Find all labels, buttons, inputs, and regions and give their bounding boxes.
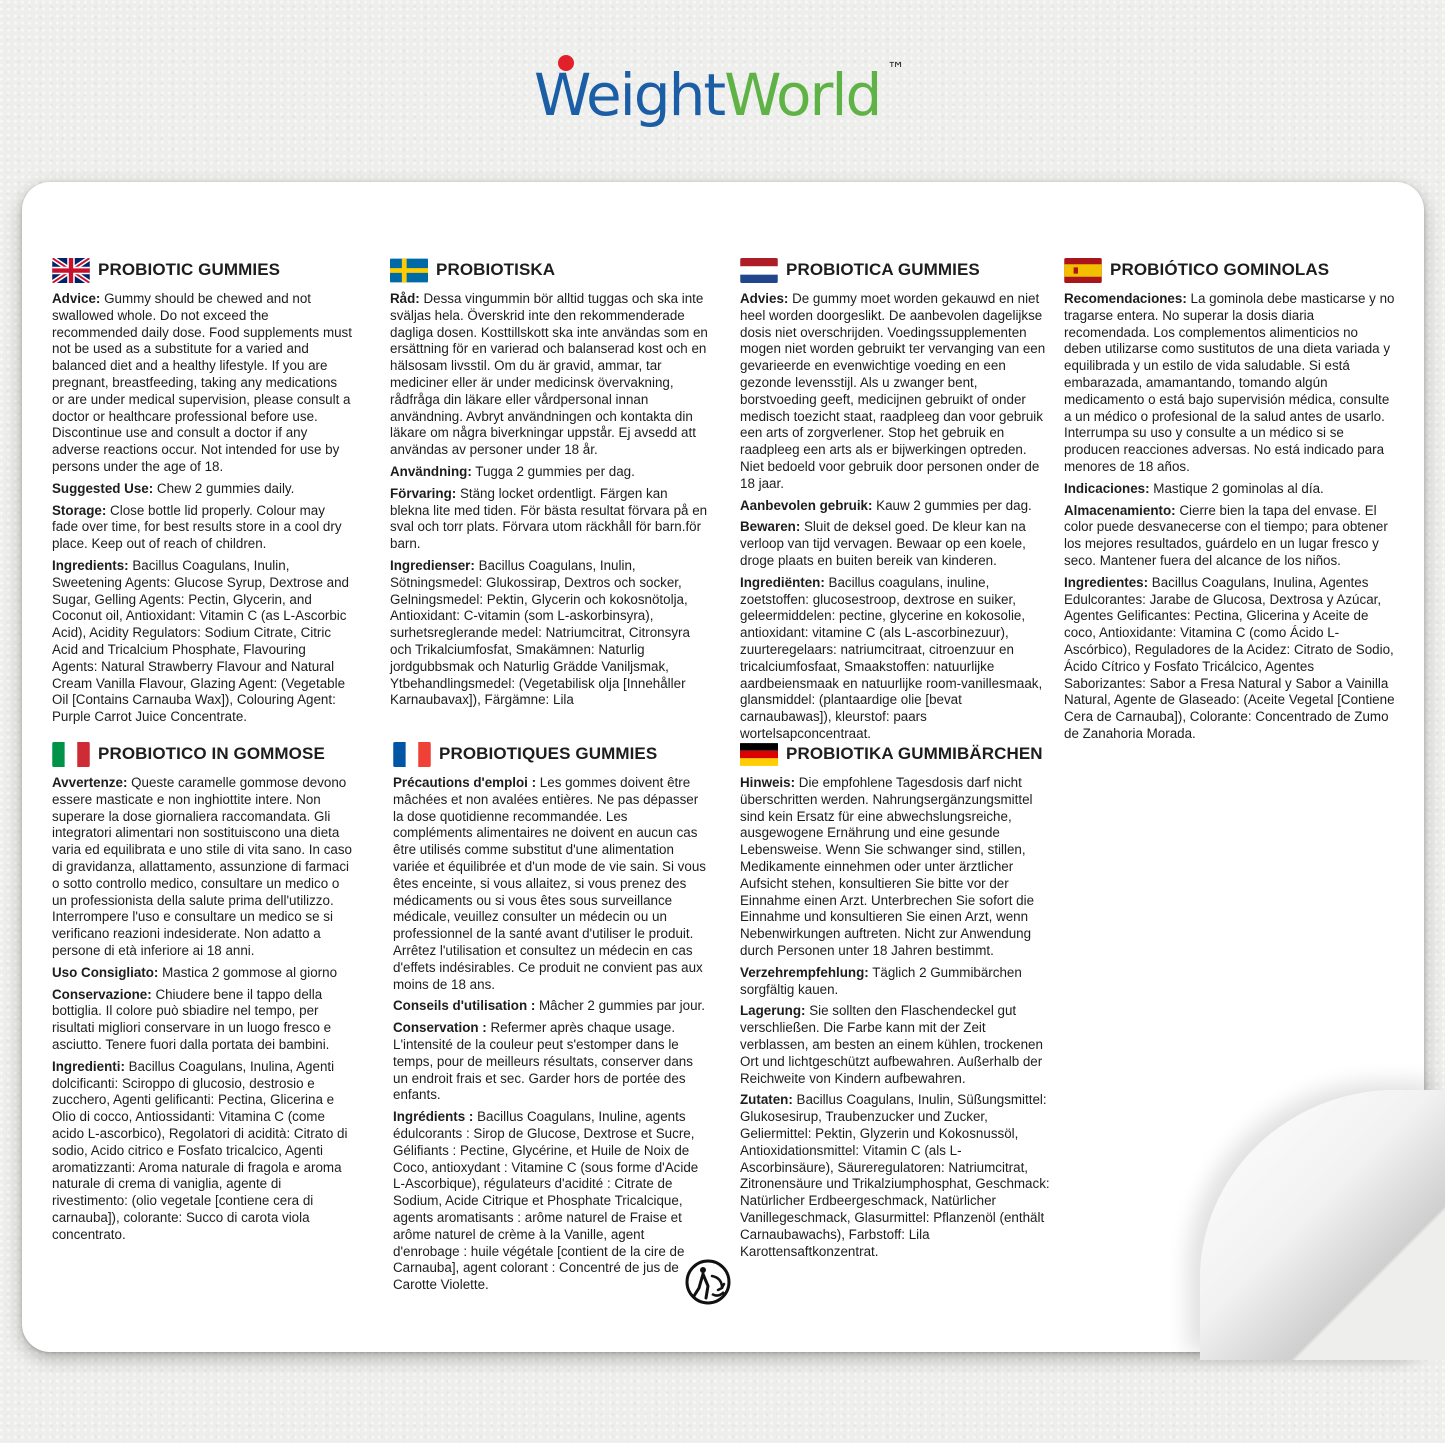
ingredients-paragraph: Ingrédients : Bacillus Coagulans, Inuline, agents édulcorants : Sirop de Glucose, Dextrose et Sucre, Gélifiants : Pectine, Glycérine, et Huile de Noix de Coco, antioxydant : Vitamine C (sous forme d'Acide L-Ascorbique), régulateurs d'acidité : Citrate de Sodium, Acide Citrique et Phosphate Tricalcique, agents aromatisants : arôme naturel de Fraise et arôme naturel de crème à la Vanille, agent d'enrobage : huile végétale [contient de la cire de Carnauba], agent colorant : Concentré de jus de Carotte Violette. <box>393 1109 699 1293</box>
suggested-use-paragraph: Verzehrempfehlung: Täglich 2 Gummibärchen sorgfältig kauen. <box>740 964 1022 997</box>
advice-paragraph: Hinweis: Die empfohlene Tagesdosis darf nicht überschritten werden. Nahrungsergänzungsmittel sind kein Ersatz für eine abwechslungsreiche, ausgewogene Ernährung und eine gesunde Lebensweise. Wenn Sie schwanger sind, stillen, Medikamente einnehmen oder unter ärztlicher Aufsicht stehen, konsultieren Sie bitte vor der Einnahme einen Arzt. Unterbrechen Sie sofort die Einnahme und konsultieren Sie einen Arzt, wenn Nebenwirkungen auftreten. Nicht zur Anwendung durch Personen unter 18 Jahren bestimmt. <box>740 775 1035 958</box>
logo-world-text: World <box>724 61 881 129</box>
logo-weight-text: Weight <box>534 61 725 129</box>
ingredients-paragraph: Ingredienti: Bacillus Coagulans, Inulina, Agenti dolcificanti: Sciroppo di glucosio, destrosio e zucchero, Agenti gelificanti: Pectina, Glicerina e Olio di cocco, Antiossidanti: Vitamina C (come acido L-ascorbico), Regolatori di acidità: Citrato di sodio, Acido citrico e Fosfato tricalcico, Agenti aromatizzanti: Aroma naturale di fragola e aroma naturale di crema di vaniglia, agente di rivestimento: (olio vegetale [contiene cera di carnauba]), colorante: Succo di carota viola concentrato. <box>52 1058 348 1242</box>
section-french <box>393 740 707 1299</box>
netherlands-flag-icon <box>740 258 778 283</box>
section-title: PROBIOTIC GUMMIES <box>98 259 281 279</box>
advice-paragraph: Råd: Dessa vingummin bör alltid tuggas och ska inte sväljas hela. Överskrid inte den rekommenderade dagliga dosen. Kosttillskott ska inte användas som en ersättning för en varierad och balanserad kost och en hälsosam livsstil. Om du är gravid, ammar, tar mediciner eller är under medicinsk övervakning, rådfråga din läkare eller vårdpersonal innan användning. Avbryt användningen och kontakta din läkare om några biverkningar uppstår. Ej avsedd att användas av personer under 18 år. <box>390 291 708 458</box>
ingredients-paragraph: Ingredientes: Bacillus Coagulans, Inulina, Agentes Edulcorantes: Jarabe de Glucosa, Dextrosa y Azúcar, Agentes Gelificantes: Pectina, Glicerina y Aceite de coco, Antioxidante: Vitamina C (como Ácido L-Ascórbico), Reguladores de la Acidez: Citrato de Sodio, Ácido Cítrico y Fosfato Tricálcico, Agentes Saborizantes: Sabor a Fresa Natural y Sabor a Vainilla Natural, Agente de Glaseado: (Aceite Vegetal [Contiene Cera de Carnauba]), Colorante: Concentrado de Zumo de Zanahoria Morada. <box>1064 574 1395 741</box>
suggested-use-paragraph: Indicaciones: Mastique 2 gominolas al día. <box>1064 480 1324 496</box>
suggested-use-paragraph: Uso Consigliato: Mastica 2 gommose al giorno <box>52 964 338 980</box>
suggested-use-paragraph: Conseils d'utilisation : Mâcher 2 gummies par jour. <box>393 998 705 1014</box>
section-spanish <box>1064 256 1396 748</box>
ingredients-paragraph: Zutaten: Bacillus Coagulans, Inulin, Süßungsmittel: Glukosesirup, Traubenzucker und Zucker, Geliermittel: Pektin, Glyzerin und Kokosnussöl, Antioxidationsmittel: Vitamin C (als L-Ascorbinsäure), Säureregulatoren: Natriumcitrat, Zitronensäure und Trikalziumphosphat, Geschmack: Natürlicher Erdbeergeschmack, Natürlicher Vanillegeschmack, Glasurmittel: Pflanzenöl (enthält Carnaubawachs), Farbstoff: Lila Karottensaftkonzentrat. <box>740 1092 1050 1259</box>
section-italian <box>52 740 356 1249</box>
advice-paragraph: Advies: De gummy moet worden gekauwd en niet heel worden doorgeslikt. De aanbevolen dagelijkse dosis niet overschrijden. Voedingssupplementen mogen niet worden gebruikt ter vervanging van een gevarieerde en evenwichtige voeding en een gezonde levensstijl. Als u zwanger bent, borstvoeding geeft, medicijnen gebruikt of onder medisch toezicht staat, raadpleeg dan voor gebruik een arts of zorgverlener. Stop het gebruik en raadpleeg een arts als er bijwerkingen optreden. Niet bedoeld voor gebruik door personen onder de 18 jaar. <box>740 291 1046 491</box>
ingredients-paragraph: Ingredienser: Bacillus Coagulans, Inulin, Sötningsmedel: Glukossirap, Dextros och socker, Gelningsmedel: Pektin, Glycerin och kokosnötolja, Antioxidant: C-vitamin (som L-askorbinsyra), surhetsreglerande medel: Natriumcitrat, Citronsyra och Trikalciumfosfat, Smakämnen: Naturlig jordgubbsmak och Naturlig Grädde Vaniljsmak, Ytbehandlingsmedel: (Vegetabilisk olja [Innehåller Karnaubavax]), Färgämne: Lila <box>390 557 690 708</box>
triman-recycling-icon <box>684 1258 732 1306</box>
storage-paragraph: Förvaring: Stäng locket ordentligt. Färgen kan blekna lite med tiden. För bästa resultat förvara på en sval och torr plats. Förvara utom räckhåll för barn.för barn. <box>390 485 708 552</box>
storage-paragraph: Bewaren: Sluit de deksel goed. De kleur kan na verloop van tijd vervagen. Bewaar op een koele, droge plaats en buiten bereik van kinderen. <box>740 519 1026 568</box>
section-english <box>52 256 352 731</box>
section-swedish <box>390 256 708 714</box>
storage-paragraph: Conservazione: Chiudere bene il tappo della bottiglia. Il colore può sbiadire nel tempo, per risultati migliori conservare in un luogo fresco e asciutto. Tenere fuori dalla portata dei bambini. <box>52 986 332 1052</box>
italy-flag-icon <box>52 742 90 767</box>
suggested-use-paragraph: Suggested Use: Chew 2 gummies daily. <box>52 480 295 496</box>
france-flag-icon <box>393 742 431 767</box>
section-title: PROBIOTISKA <box>436 259 556 279</box>
uk-flag-icon <box>52 258 90 283</box>
advice-paragraph: Advice: Gummy should be chewed and not swallowed whole. Do not exceed the recommended daily dose. Food supplements must not be used as a substitute for a varied and balanced diet and a healthy lifestyle. If you are pregnant, breastfeeding, taking any medications or are under medical supervision, please consult a doctor or healthcare professional before use. Discontinue use and consult a doctor if any adverse reactions occur. Not intended for use by persons under the age of 18. <box>52 291 352 474</box>
trademark-symbol: ™ <box>887 59 905 80</box>
germany-flag-icon <box>740 742 778 767</box>
section-title: PROBIOTIQUES GUMMIES <box>439 743 658 763</box>
section-german <box>740 740 1054 1265</box>
advice-paragraph: Avvertenze: Queste caramelle gommose devono essere masticate e non inghiottite intere. Non superare la dose giornaliera raccomandata. Gli integratori alimentari non sostituiscono una dieta varia ed equilibrata e uno stile di vita sano. In caso di gravidanza, allattamento, assunzione di farmaci o sotto controllo medico, consultare un medico o un professionista della salute prima dell'utilizzo. Interrompere l'uso e consultare un medico se si verificano reazioni indesiderate. Non adatto a persone di età inferiore ai 18 anni. <box>52 775 352 958</box>
advice-paragraph: Précautions d'emploi : Les gommes doivent être mâchées et non avalées entières. Ne pas dépasser la dose quotidienne recommandée. Les compléments alimentaires ne doivent en aucun cas être utilisés comme substitut d'une alimentation variée et équilibrée et d'un mode de vie sain. Si vous êtes enceinte, si vous allaitez, si vous prenez des médicaments ou si vous êtes sous surveillance médicale, veuillez consulter un médecin ou un professionnel de la santé avant d'utiliser le produit. Arrêtez l'utilisation et consultez un médecin en cas d'effets indésirables. Ce produit ne convient pas aux moins de 18 ans. <box>393 775 706 992</box>
section-title: PROBIOTICA GUMMIES <box>786 259 980 279</box>
storage-paragraph: Almacenamiento: Cierre bien la tapa del envase. El color puede desvanecerse con el tiempo; para obtener los mejores resultados, guárdelo en un lugar fresco y seco. Mantener fuera del alcance de los niños. <box>1064 502 1388 568</box>
ingredients-paragraph: Ingrediënten: Bacillus coagulans, inuline, zoetstoffen: glucosestroop, dextrose en suiker, geleermiddelen: pectine, glycerine en kokosolie, antioxidant: vitamine C (als L-ascorbinezuur), zuurteregelaars: natriumcitraat, citroenzuur en tricalciumfosfaat, Smaakstoffen: natuurlijke aardbeiensmaak en natuurlijke room-vanillesmaak, glansmiddel: (plantaardige olie [bevat carnaubawas]), kleurstof: paars wortelsapconcentraat. <box>740 574 1043 741</box>
suggested-use-paragraph: Aanbevolen gebruik: Kauw 2 gummies per dag. <box>740 497 1032 513</box>
section-dutch <box>740 256 1052 748</box>
suggested-use-paragraph: Användning: Tugga 2 gummies per dag. <box>390 463 635 479</box>
advice-paragraph: Recomendaciones: La gominola debe masticarse y no tragarse entera. No superar la dosis diaria recomendada. Los complementos alimenticios no deben utilizarse como sustitutos de una dieta variada y equilibrada y un estilo de vida saludable. Si está embarazada, amamantando, tomando algún medicamento o está bajo supervisión médica, consulte a un médico o profesional de la salud antes de usarlo. Interrumpa su uso y consulte a un médico si se producen reacciones adversas. No está indicado para menores de 18 años. <box>1064 291 1395 474</box>
spain-flag-icon <box>1064 258 1102 283</box>
storage-paragraph: Conservation : Refermer après chaque usage. L'intensité de la couleur peut s'estomper dans le temps, pour de meilleurs résultats, conserver dans un endroit frais et sec. Garder hors de portée des enfants. <box>393 1020 693 1103</box>
ingredients-paragraph: Ingredients: Bacillus Coagulans, Inulin, Sweetening Agents: Glucose Syrup, Dextrose and Sugar, Gelling Agents: Pectin, Glycerin, and Coconut oil, Antioxidant: Vitamin C (as L-Ascorbic Acid), Acidity Regulators: Sodium Citrate, Citric Acid and Tricalcium Phosphate, Flavouring Agents: Natural Strawberry Flavour and Natural Cream Vanilla Flavour, Glazing Agent: (Vegetable Oil [Contains Carnauba Wax]), Colouring Agent: Purple Carrot Juice Concentrate. <box>52 557 349 725</box>
section-title: PROBIOTIKA GUMMIBÄRCHEN <box>786 743 1043 763</box>
section-title: PROBIÓTICO GOMINOLAS <box>1110 259 1330 279</box>
section-title: PROBIOTICO IN GOMMOSE <box>98 743 325 763</box>
storage-paragraph: Lagerung: Sie sollten den Flaschendeckel gut verschließen. Die Farbe kann mit der Zeit verblassen, am besten an einem kühlen, trockenen Ort und lichtgeschützt aufbewahren. Außerhalb der Reichweite von Kindern aufbewahren. <box>740 1003 1043 1086</box>
storage-paragraph: Storage: Close bottle lid properly. Colour may fade over time, for best results store in a cool dry place. Keep out of reach of children. <box>52 502 342 552</box>
sweden-flag-icon <box>390 258 428 283</box>
brand-logo <box>534 55 924 135</box>
